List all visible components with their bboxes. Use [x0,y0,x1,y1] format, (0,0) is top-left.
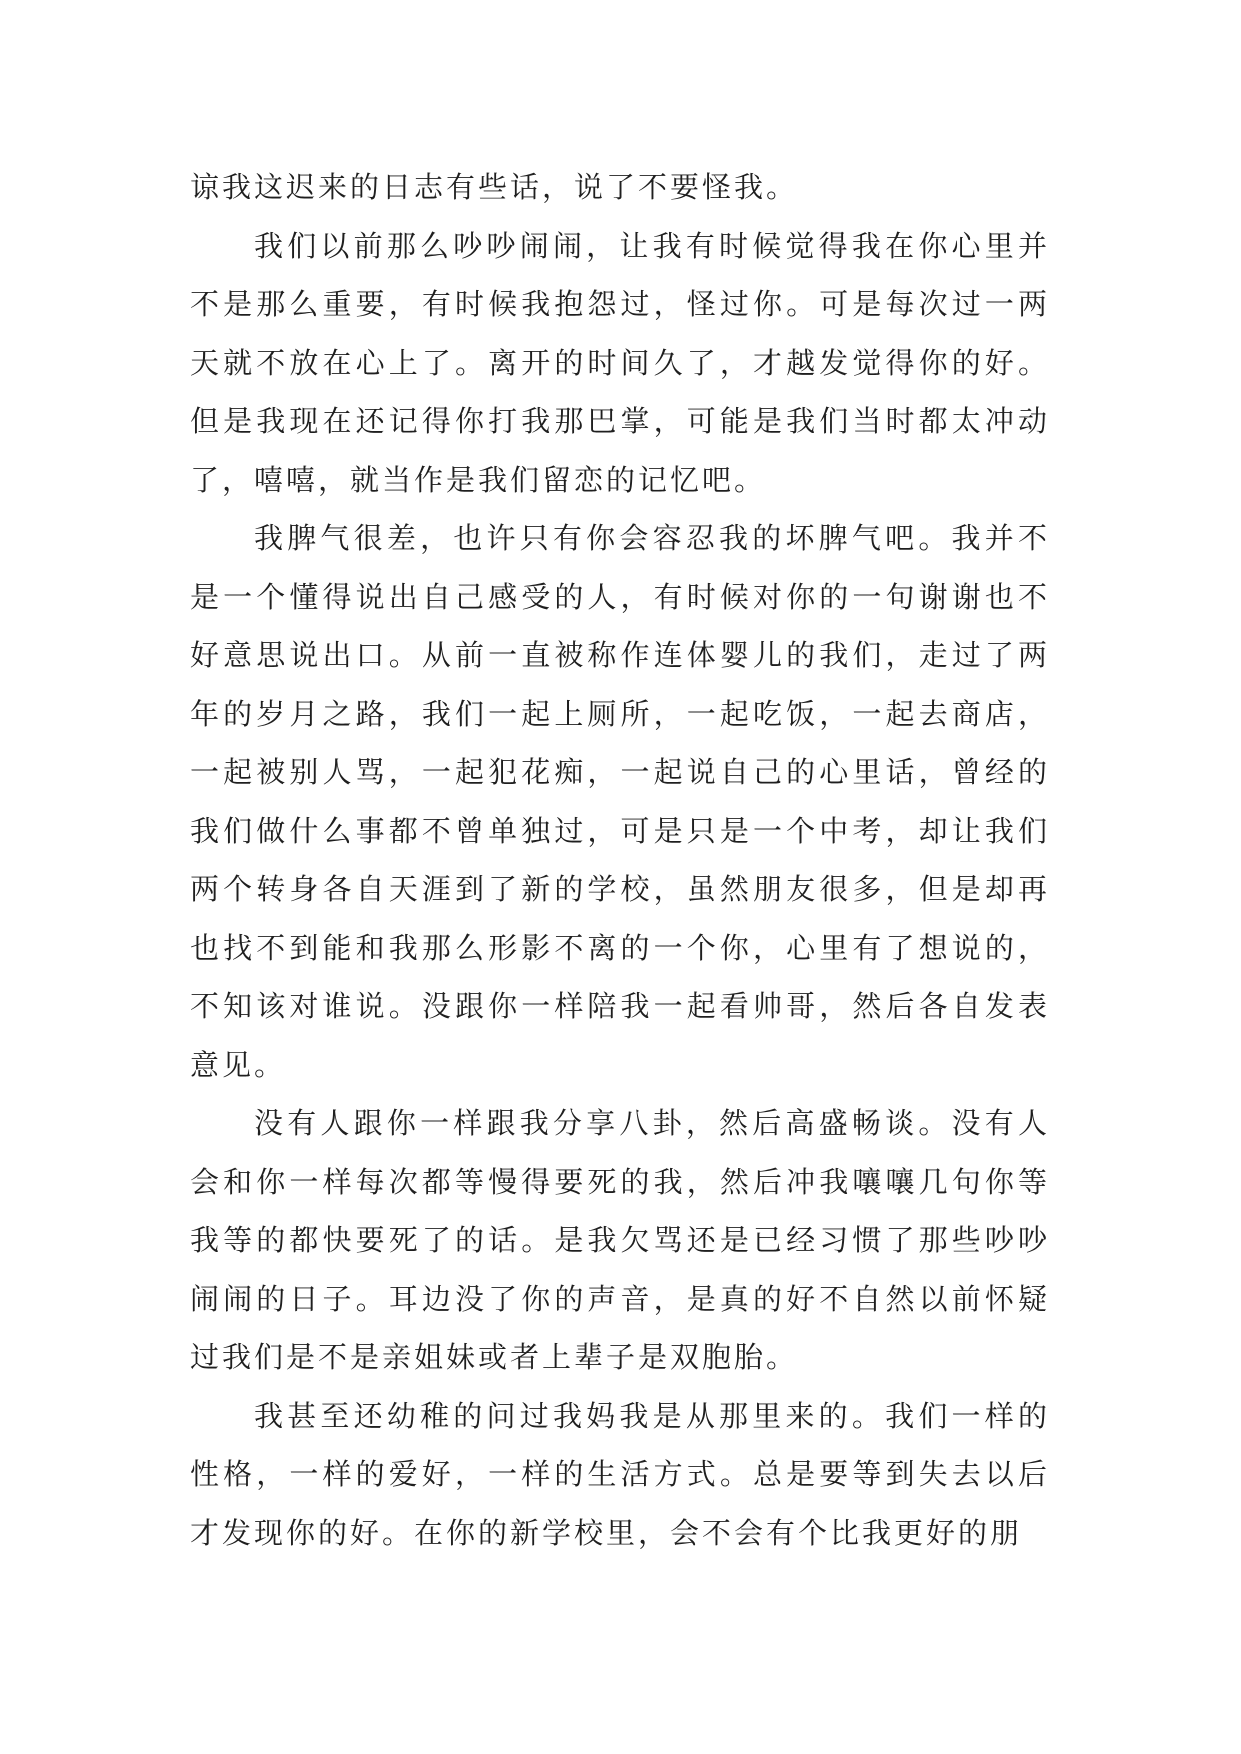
paragraph-4: 没有人跟你一样跟我分享八卦，然后高盛畅谈。没有人会和你一样每次都等慢得要死的我，然后冲我嚷嚷几句你等我等的都快要死了的话。是我欠骂还是已经习惯了那些吵吵闹闹的日子。耳边没了你的声音，是真的好不自然以前怀疑过我们是不是亲姐妹或者上辈子是双胞胎。 [190,1106,1050,1374]
paragraph-5: 我甚至还幼稚的问过我妈我是从那里来的。我们一样的性格，一样的爱好，一样的生活方式。总是要等到失去以后才发现你的好。在你的新学校里，会不会有个比我更好的朋 [190,1398,1050,1550]
paragraph-3: 我脾气很差，也许只有你会容忍我的坏脾气吧。我并不是一个懂得说出自己感受的人，有时候对你的一句谢谢也不好意思说出口。从前一直被称作连体婴儿的我们，走过了两年的岁月之路，我们一起上厕所，一起吃饭，一起去商店，一起被别人骂，一起犯花痴，一起说自己的心里话，曾经的我们做什么事都不曾单独过，可是只是一个中考，却让我们两个转身各自天涯到了新的学校，虽然朋友很多，但是却再也找不到能和我那么形影不离的一个你，心里有了想说的，不知该对谁说。没跟你一样陪我一起看帅哥，然后各自发表意见。 [190,521,1050,1082]
document-body [190,158,1050,1562]
paragraph-1: 谅我这迟来的日志有些话，说了不要怪我。 [190,170,799,204]
paragraph-2: 我们以前那么吵吵闹闹，让我有时候觉得我在你心里并不是那么重要，有时候我抱怨过，怪过你。可是每次过一两天就不放在心上了。离开的时间久了，才越发觉得你的好。但是我现在还记得你打我那巴掌，可能是我们当时都太冲动了，嘻嘻，就当作是我们留恋的记忆吧。 [190,228,1050,497]
